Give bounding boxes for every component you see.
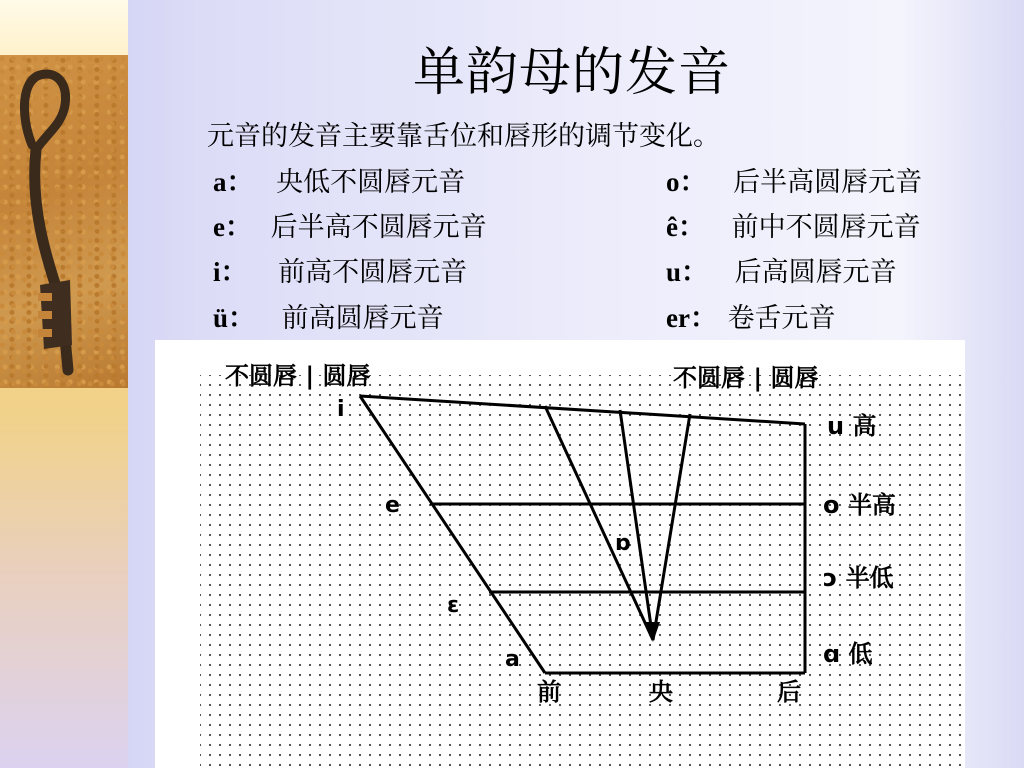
vowel-row-u xyxy=(666,250,897,289)
point-i-label: i xyxy=(337,397,345,422)
vowel-chart-panel xyxy=(155,340,965,768)
point-epsilon-label: ɛ xyxy=(447,593,460,618)
level-mid-low-label: ɔ 半低 xyxy=(823,564,894,592)
vowel-desc: 后半高不圆唇元音 xyxy=(270,212,487,243)
vowel-desc: 后半高圆唇元音 xyxy=(733,167,923,198)
level-high-label: u 高 xyxy=(827,412,877,440)
vowel-symbol: i： xyxy=(213,257,248,287)
point-a-label: a xyxy=(505,647,520,672)
vowel-desc: 后高圆唇元音 xyxy=(734,257,897,288)
vowel-symbol: er： xyxy=(666,303,717,333)
level-low-label: ɑ 低 xyxy=(823,640,873,668)
axis-back-label: 后 xyxy=(777,678,801,706)
axis-front-label: 前 xyxy=(537,678,561,706)
vowel-symbol: a： xyxy=(213,167,254,197)
vowel-row-o xyxy=(666,160,922,199)
level-mid-high-label: o 半高 xyxy=(823,491,896,519)
vowel-desc: 前高不圆唇元音 xyxy=(278,257,468,288)
vowel-row-a xyxy=(213,160,465,199)
vowel-trapezoid-diagram xyxy=(155,340,965,768)
vowel-row-e-circumflex xyxy=(666,205,921,244)
vowel-desc: 央低不圆唇元音 xyxy=(276,167,466,198)
vowel-row-u-umlaut xyxy=(213,296,444,335)
point-e-label: e xyxy=(385,493,400,518)
vowel-symbol: ü： xyxy=(213,303,256,333)
header-right-label: 不圆唇 | 圆唇 xyxy=(673,364,819,392)
vowel-symbol: u： xyxy=(666,257,709,287)
axis-central-label: 央 xyxy=(649,678,673,706)
slide-title: 单韵母的发音 xyxy=(412,43,731,103)
vowel-desc: 卷舌元音 xyxy=(727,303,836,334)
vowel-symbol: e： xyxy=(213,212,252,242)
vowel-row-e xyxy=(213,205,487,244)
vowel-desc: 前高圆唇元音 xyxy=(281,303,444,334)
vowel-row-i xyxy=(213,250,467,289)
vowel-row-er xyxy=(666,296,836,335)
intro-text: 元音的发音主要靠舌位和唇形的调节变化。 xyxy=(207,121,720,152)
vowel-desc: 前中不圆唇元音 xyxy=(731,212,921,243)
point-o-label: ɒ xyxy=(615,531,631,556)
header-left-label: 不圆唇 | 圆唇 xyxy=(225,362,371,390)
vowel-symbol: o： xyxy=(666,167,707,197)
vowel-symbol: ê： xyxy=(666,212,705,242)
